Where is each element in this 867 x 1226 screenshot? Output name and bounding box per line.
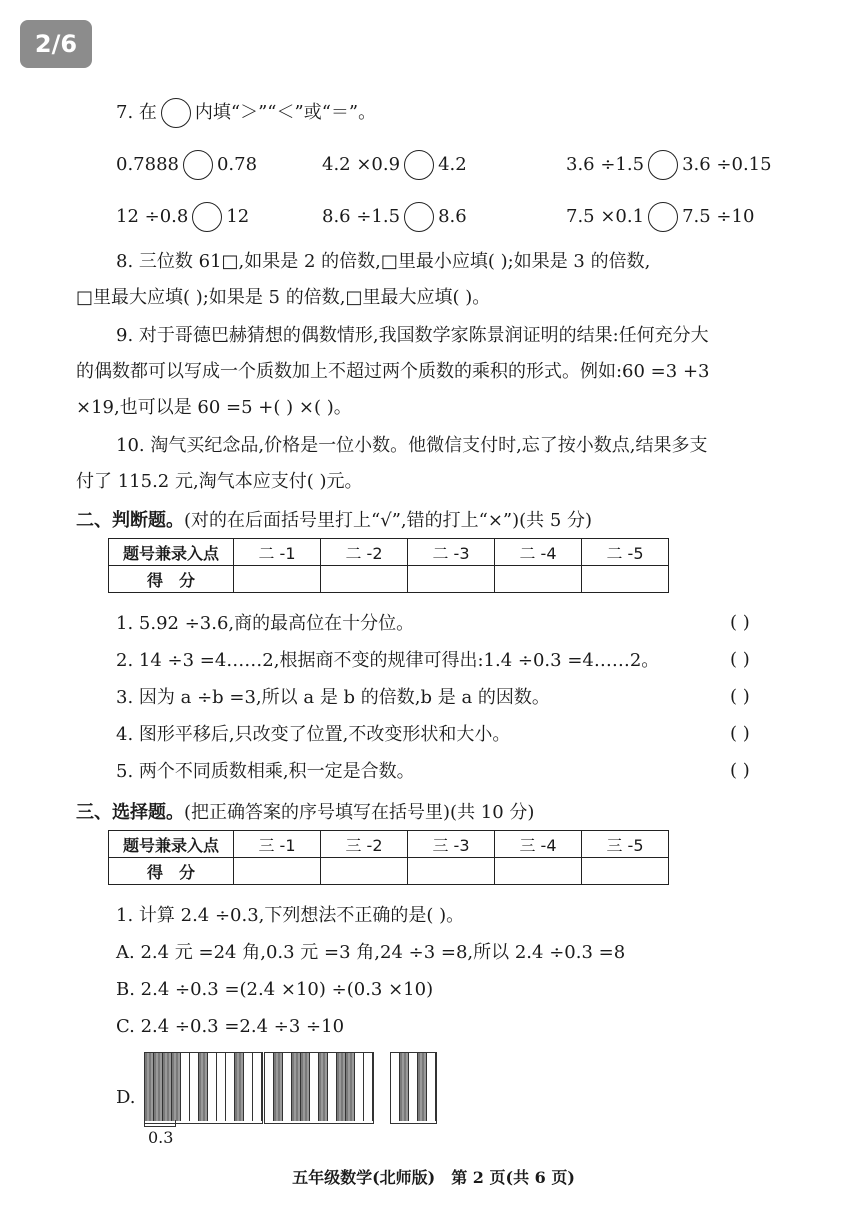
table-head: 题号兼录入点	[109, 539, 234, 566]
table-col: 二 -2	[321, 539, 408, 566]
bar-strip	[310, 1053, 319, 1121]
bar-strip	[364, 1053, 373, 1121]
table-head: 题号兼录入点	[109, 831, 234, 858]
bar-strip	[355, 1053, 364, 1121]
q7-row1-col2	[322, 150, 467, 180]
tf-item-1: 1. 5.92 ÷3.6,商的最高位在十分位。	[116, 613, 415, 634]
bar-strip	[163, 1053, 172, 1121]
answer-paren[interactable]: ( )	[730, 723, 750, 744]
bar-strip	[274, 1053, 283, 1121]
tf-item-2: 2. 14 ÷3 =4……2,根据商不变的规律可得出:1.4 ÷0.3 =4……2。	[116, 650, 660, 671]
q9-line1: 9. 对于哥德巴赫猜想的偶数情形,我国数学家陈景润证明的结果:任何充分大	[116, 325, 709, 346]
q7-instr: 内填“＞”“＜”或“＝”。	[194, 102, 377, 123]
bar-label: 0.3	[148, 1128, 174, 1147]
q9-line3: ×19,也可以是 60 =5 +( ) ×( )。	[76, 397, 352, 418]
table-col: 三 -1	[234, 831, 321, 858]
section2-note: (对的在后面括号里打上“√”,错的打上“×”)(共 5 分)	[184, 510, 593, 531]
score-cell[interactable]	[234, 566, 321, 593]
q8-line2: □里最大应填( );如果是 5 的倍数,□里最大应填( )。	[76, 287, 491, 308]
section3-score-table	[108, 830, 669, 885]
bar-strip	[145, 1053, 154, 1121]
score-label: 得 分	[109, 858, 234, 885]
q7-row2-col2	[322, 202, 467, 232]
bar-strip	[235, 1053, 244, 1121]
page-footer: 五年级数学(北师版) 第 2 页(共 6 页)	[292, 1168, 575, 1187]
bar-strip	[391, 1053, 400, 1121]
answer-circle[interactable]	[404, 202, 434, 232]
expr-left: 8.6 ÷1.5	[322, 206, 401, 227]
section2-title: 二、判断题。	[76, 510, 184, 531]
q7-row1-col1	[116, 150, 257, 180]
table-col: 三 -4	[495, 831, 582, 858]
tf-item-5: 5. 两个不同质数相乘,积一定是合数。	[116, 761, 415, 782]
table-col: 二 -4	[495, 539, 582, 566]
bar-strip	[346, 1053, 355, 1121]
bar-strip	[172, 1053, 181, 1121]
bar-strip	[199, 1053, 208, 1121]
bar-strip	[283, 1053, 292, 1121]
bar-strip	[154, 1053, 163, 1121]
expr-left: 4.2 ×0.9	[322, 154, 401, 175]
expr-right: 3.6 ÷0.15	[682, 154, 772, 175]
mc-option-a: A. 2.4 元 =24 角,0.3 元 =3 角,24 ÷3 =8,所以 2.4 ÷0.3 =8	[116, 942, 626, 963]
q7-label: 7. 在	[116, 102, 157, 123]
answer-circle[interactable]	[648, 202, 678, 232]
mc-option-d: D.	[116, 1087, 136, 1108]
expr-left: 12 ÷0.8	[116, 206, 189, 227]
bar-strip	[244, 1053, 253, 1121]
page-badge: 2/6	[20, 20, 92, 68]
bar-strip	[217, 1053, 226, 1121]
section3-title: 三、选择题。	[76, 802, 184, 823]
score-cell[interactable]	[408, 566, 495, 593]
q10-line1: 10. 淘气买纪念品,价格是一位小数。他微信支付时,忘了按小数点,结果多支	[116, 435, 708, 456]
q7-row1-col3	[566, 150, 772, 180]
bar-strip	[265, 1053, 274, 1121]
expr-right: 0.78	[216, 154, 258, 175]
q9-line2: 的偶数都可以写成一个质数加上不超过两个质数的乘积的形式。例如:60 =3 +3	[76, 361, 710, 382]
bar-strip	[418, 1053, 427, 1121]
bar-strip	[337, 1053, 346, 1121]
mc-option-c: C. 2.4 ÷0.3 =2.4 ÷3 ÷10	[116, 1016, 345, 1037]
answer-circle[interactable]	[404, 150, 434, 180]
answer-circle[interactable]	[183, 150, 213, 180]
mc-option-b: B. 2.4 ÷0.3 =(2.4 ×10) ÷(0.3 ×10)	[116, 979, 434, 1000]
q7-row2-col3	[566, 202, 754, 232]
q7-instruction	[116, 98, 376, 128]
score-cell[interactable]	[582, 566, 669, 593]
bar-strip	[319, 1053, 328, 1121]
score-cell[interactable]	[408, 858, 495, 885]
section2-header	[76, 506, 592, 532]
expr-left: 3.6 ÷1.5	[566, 154, 645, 175]
expr-right: 12	[226, 206, 250, 227]
table-col: 三 -3	[408, 831, 495, 858]
bar-strip	[427, 1053, 436, 1121]
expr-right: 7.5 ÷10	[682, 206, 755, 227]
expr-right: 4.2	[438, 154, 467, 175]
tf-item-4: 4. 图形平移后,只改变了位置,不改变形状和大小。	[116, 724, 511, 745]
table-col: 三 -2	[321, 831, 408, 858]
bar-diagram-1	[144, 1052, 263, 1124]
bar-diagram-3	[390, 1052, 437, 1124]
score-label: 得 分	[109, 566, 234, 593]
score-cell[interactable]	[321, 566, 408, 593]
table-col: 三 -5	[582, 831, 669, 858]
section3-note: (把正确答案的序号填写在括号里)(共 10 分)	[184, 802, 535, 823]
bar-diagram-2	[264, 1052, 374, 1124]
section2-score-table	[108, 538, 669, 593]
score-cell[interactable]	[495, 858, 582, 885]
answer-circle[interactable]	[192, 202, 222, 232]
bar-strip	[181, 1053, 190, 1121]
q8-line1: 8. 三位数 61□,如果是 2 的倍数,□里最小应填( );如果是 3 的倍数,	[116, 251, 651, 272]
score-cell[interactable]	[495, 566, 582, 593]
answer-paren[interactable]: ( )	[730, 760, 750, 781]
q10-line2: 付了 115.2 元,淘气本应支付( )元。	[76, 471, 363, 492]
table-col: 二 -5	[582, 539, 669, 566]
bar-strip	[292, 1053, 301, 1121]
bar-strip	[328, 1053, 337, 1121]
bar-strip	[400, 1053, 409, 1121]
answer-paren[interactable]: ( )	[730, 649, 750, 670]
bar-strip	[253, 1053, 262, 1121]
bar-strip	[208, 1053, 217, 1121]
answer-circle[interactable]	[648, 150, 678, 180]
table-col: 二 -3	[408, 539, 495, 566]
score-cell[interactable]	[321, 858, 408, 885]
bar-strip	[301, 1053, 310, 1121]
answer-circle[interactable]	[161, 98, 191, 128]
expr-left: 7.5 ×0.1	[566, 206, 645, 227]
bar-strip	[190, 1053, 199, 1121]
mc-question-1: 1. 计算 2.4 ÷0.3,下列想法不正确的是( )。	[116, 905, 465, 926]
section3-header	[76, 798, 534, 824]
table-col: 二 -1	[234, 539, 321, 566]
expr-right: 8.6	[438, 206, 467, 227]
answer-paren[interactable]: ( )	[730, 612, 750, 633]
bar-strip	[409, 1053, 418, 1121]
bar-strip	[226, 1053, 235, 1121]
score-cell[interactable]	[234, 858, 321, 885]
expr-left: 0.7888	[116, 154, 179, 175]
answer-paren[interactable]: ( )	[730, 686, 750, 707]
score-cell[interactable]	[582, 858, 669, 885]
tf-item-3: 3. 因为 a ÷b =3,所以 a 是 b 的倍数,b 是 a 的因数。	[116, 687, 550, 708]
q7-row2-col1	[116, 202, 249, 232]
